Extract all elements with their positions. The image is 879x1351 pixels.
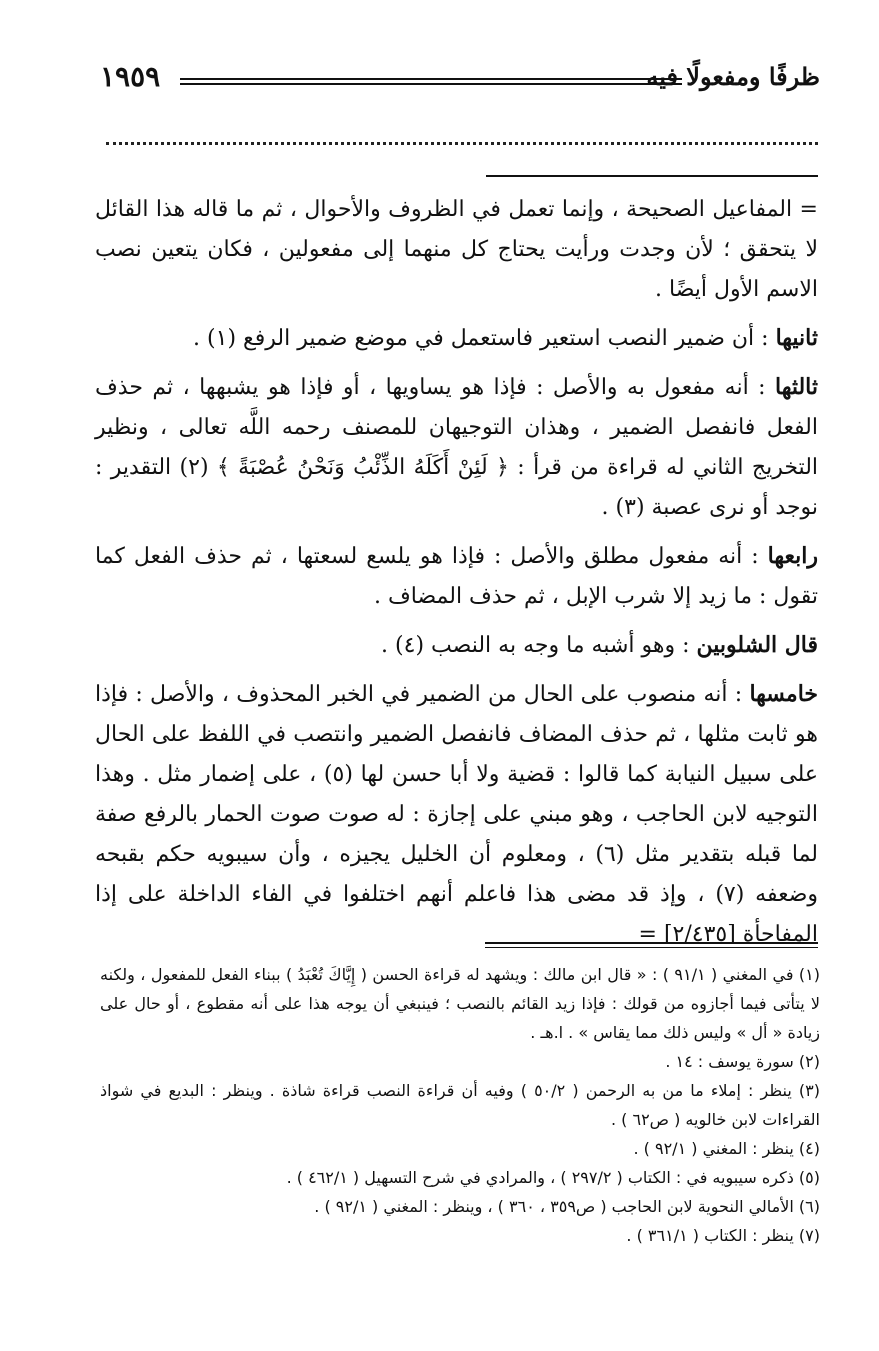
paragraph-label: خامسها	[749, 681, 818, 707]
paragraph-text: : أن ضمير النصب استعير فاستعمل في موضع ضمير الرفع (١) .	[193, 326, 776, 351]
paragraph-text: : أنه مفعول مطلق والأصل : فإذا هو يلسع لسعتها ، ثم حذف الفعل كما تقول : ما زيد إلا شرب الإبل ، ثم حذف المضاف .	[95, 544, 818, 609]
header-double-rule	[180, 78, 682, 85]
paragraph-text: : وهو أشبه ما وجه به النصب (٤) .	[381, 633, 697, 658]
main-text	[95, 190, 818, 963]
paragraph-text: : أنه منصوب على الحال من الضمير في الخبر المحذوف ، والأصل : فإذا هو ثابت مثلها ، ثم حذف المضاف فانفصل الضمير وانتصب في اللفظ على الحال على سبيل النيابة كما قالوا : قضية ولا أبا حسن لها (٥) ، على إضمار مثل . وهذا التوجيه لابن الحاجب ، وهو مبني على إجازة : له صوت صوت الحمار بالرفع صفة لما قبله بتقدير مثل (٦) ، ومعلوم أن الخليل يجيزه ، وأن سيبويه حكم بقبحه وضعفه (٧) ، وإذ قد مضى هذا فاعلم أنهم اختلفوا في الفاء الداخلة على إذا المفاجأة [٢/٤٣٥] =	[95, 682, 818, 947]
paragraph-fourth	[95, 536, 818, 617]
paragraph-second	[95, 318, 818, 359]
paragraph-label: قال الشلوبين	[696, 632, 818, 658]
top-short-rule	[486, 175, 818, 177]
page-header	[100, 52, 820, 102]
footnote-1: (١) في المغني ( ٩١/١ ) : « قال ابن مالك : ويشهد له قراءة الحسن ( إِيَّاكَ تُعْبَدُ ) ببناء الفعل للمفعول ، ولكنه لا يتأتى فيما أجازوه من قولك : فإذا زيد القائم بالنصب ؛ فينبغي أن يوجه هذا على أنه مقطوع ، أو حال على زيادة « أل » وليس ذلك مما يقاس » . ا.هـ .	[100, 965, 821, 1042]
footnote-separator	[485, 942, 818, 944]
paragraph-label: ثالثها	[774, 374, 818, 400]
paragraph-shalawbin	[95, 625, 818, 666]
footnote-separator-thin	[485, 947, 818, 948]
footnote-4: (٤) ينظر : المغني ( ٩٢/١ ) .	[633, 1139, 820, 1158]
paragraph-label: ثانيها	[775, 325, 818, 351]
footnote-5: (٥) ذكره سيبويه في : الكتاب ( ٢٩٧/٢ ) ، والمرادي في شرح التسهيل ( ٤٦٢/١ ) .	[286, 1168, 820, 1187]
footnote-7: (٧) ينظر : الكتاب ( ٣٦١/١ ) .	[626, 1226, 820, 1245]
paragraph-label: رابعها	[767, 543, 818, 569]
page-number: ١٩٥٩	[100, 60, 161, 93]
running-title: ظرفًا ومفعولًا فيه	[646, 62, 820, 91]
paragraph-fifth	[95, 674, 818, 955]
paragraph-continuation	[95, 190, 818, 310]
paragraph-third	[95, 367, 818, 528]
footnote-2: (٢) سورة يوسف : ١٤ .	[665, 1052, 820, 1071]
footnotes	[100, 960, 820, 1250]
footnote-3: (٣) ينظر : إملاء ما من به الرحمن ( ٥٠/٢ ) وفيه أن قراءة النصب قراءة شاذة . وينظر : البديع في شواذ القراءات لابن خالويه ( ص٦٢ ) .	[100, 1081, 820, 1129]
dotted-separator	[106, 142, 818, 145]
paragraph-text: : أنه مفعول به والأصل : فإذا هو يساويها ، أو فإذا هو يشبهها ، ثم حذف الفعل فانفصل الضمير ، وهذان التوجيهان للمصنف رحمه اللَّه تعالى ، ونظير التخريج الثاني له قراءة من قرأ : ﴿ لَئِنْ أَكَلَهُ الذِّئْبُ وَنَحْنُ عُصْبَةً ﴾ (٢) التقدير : نوجد أو نرى عصبة (٣) .	[95, 375, 819, 520]
footnote-6: (٦) الأمالي النحوية لابن الحاجب ( ص٣٥٩ ، ٣٦٠ ) ، وينظر : المغني ( ٩٢/١ ) .	[314, 1197, 820, 1216]
paragraph-text: = المفاعيل الصحيحة ، وإنما تعمل في الظروف والأحوال ، ثم ما قاله هذا القائل لا يتحقق ؛ لأن وجدت ورأيت يحتاج كل منهما إلى مفعولين ، فكان يتعين نصب الاسم الأول أيضًا .	[95, 197, 818, 302]
